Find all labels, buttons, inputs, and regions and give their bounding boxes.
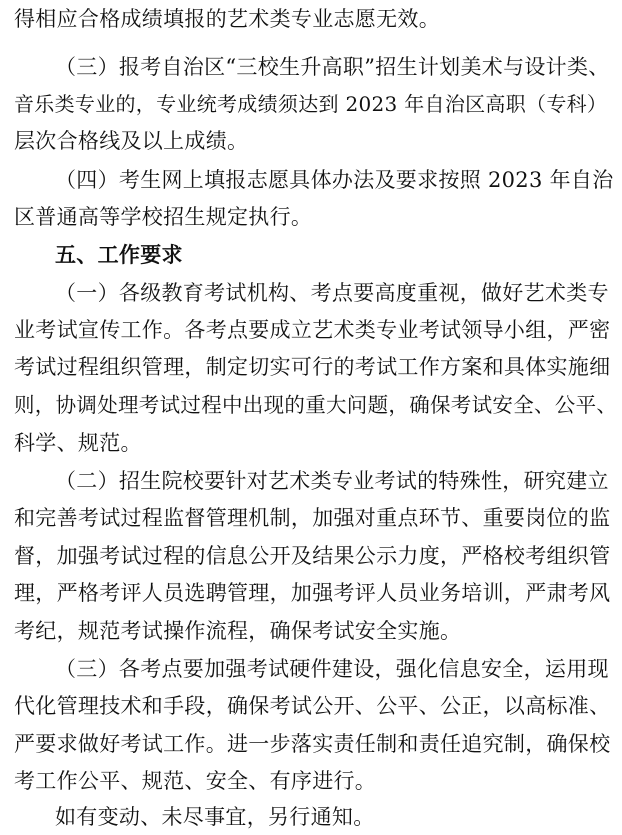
text-line: 考工作公平、规范、安全、有序进行。: [14, 769, 377, 793]
text-line: （四）考生网上填报志愿具体办法及要求按照 2023 年自治: [55, 168, 614, 192]
text-line: 得相应合格成绩填报的艺术类专业志愿无效。: [14, 7, 440, 31]
text-line: （三）各考点要加强考试硬件建设，强化信息安全，运用现: [55, 657, 609, 681]
text-line: 音乐类专业的，专业统考成绩须达到 2023 年自治区高职（专科）: [14, 92, 608, 116]
text-line: 科学、规范。: [14, 431, 142, 455]
text-line: 考纪，规范考试操作流程，确保考试安全实施。: [14, 619, 462, 643]
text-line: 和完善考试过程监督管理机制，加强对重点环节、重要岗位的监: [14, 506, 611, 530]
text-line: （一）各级教育考试机构、考点要高度重视，做好艺术类专: [55, 281, 609, 305]
text-line: 业考试宣传工作。各考点要成立艺术类专业考试领导小组，严密: [14, 318, 611, 342]
text-line: 代化管理技术和手段，确保考试公开、公平、公正，以高标准、: [14, 694, 611, 718]
text-line: 考试过程组织管理，制定切实可行的考试工作方案和具体实施细: [14, 355, 611, 379]
text-line: 理，严格考评人员选聘管理，加强考评人员业务培训，严肃考风: [14, 581, 611, 605]
section-heading: 五、工作要求: [55, 242, 183, 267]
text-line: （三）报考自治区“三校生升高职”招生计划美术与设计类、: [55, 55, 610, 79]
text-line: 区普通高等学校招生规定执行。: [14, 205, 313, 229]
text-line: （二）招生院校要针对艺术类专业考试的特殊性，研究建立: [55, 469, 609, 493]
text-line: 严要求做好考试工作。进一步落实责任制和责任追究制，确保校: [14, 732, 611, 756]
text-line: 层次合格线及以上成绩。: [14, 129, 249, 153]
text-line: 则，协调处理考试过程中出现的重大问题，确保考试安全、公平、: [14, 393, 618, 417]
text-line: 督，加强考试过程的信息公开及结果公示力度，严格校考组织管: [14, 544, 611, 568]
text-line: 如有变动、未尽事宜，另行通知。: [55, 805, 375, 829]
